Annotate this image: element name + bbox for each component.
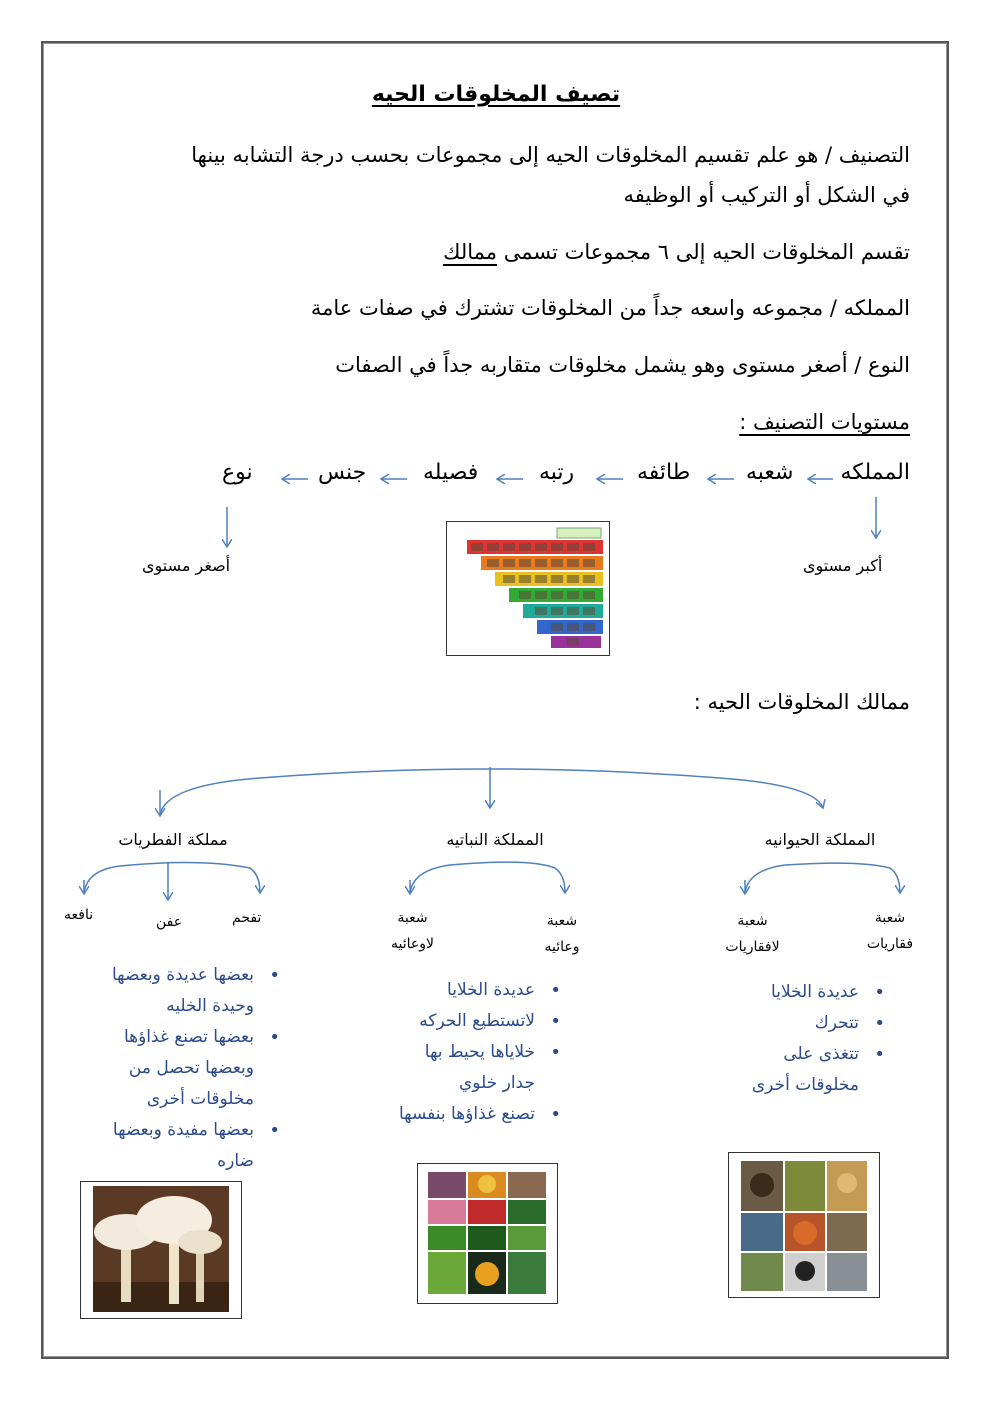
animals-collage-graphic xyxy=(729,1153,879,1297)
definition-line-2: في الشكل أو التركيب أو الوظيفه xyxy=(623,183,910,207)
mold-type: عفن xyxy=(156,914,183,930)
list-item: • بعضها تصنع غذاؤها وبعضها تحصل من مخلوقات أخرى xyxy=(85,1022,280,1115)
level-order: رتبه xyxy=(539,460,575,485)
list-item: • عديدة الخلايا xyxy=(378,975,561,1006)
animals-collage-image xyxy=(728,1152,880,1298)
list-item: • تتحرك xyxy=(735,1008,885,1039)
kingdom-definition: المملكه / مجموعه واسعه جداً من المخلوقات تشترك في صفات عامة xyxy=(310,296,910,320)
beneficial-type: نافعه xyxy=(64,907,94,923)
smallest-level-label: أصغر مستوى xyxy=(142,556,231,575)
taxonomy-pyramid-image xyxy=(446,521,610,656)
level-family: فصيله xyxy=(423,460,479,485)
vertebrates-phylum: شعبة فقاريات xyxy=(866,910,914,952)
fungi-bracket xyxy=(84,862,260,893)
plants-collage-image xyxy=(417,1163,558,1304)
plant-bracket xyxy=(410,862,565,893)
level-phylum: شعبه xyxy=(746,460,794,485)
animal-bracket xyxy=(745,863,900,893)
species-definition: النوع / أصغر مستوى وهو يشمل مخلوقات متقاربه جداً في الصفات xyxy=(335,353,910,377)
list-item: • بعضها مفيدة وبعضها ضاره xyxy=(85,1115,280,1177)
kingdoms-bracket xyxy=(160,769,823,815)
plant-kingdom-title: المملكة النباتيه xyxy=(446,830,544,849)
fungi-kingdom-title: مملكة الفطريات xyxy=(118,830,228,849)
animal-features xyxy=(735,977,885,1101)
level-class: طائفه xyxy=(637,460,691,485)
list-item: • لاتستطيع الحركه xyxy=(378,1006,561,1037)
definition-line-1: التصنيف / هو علم تقسيم المخلوقات الحيه إلى مجموعات بحسب درجة التشابه بينها xyxy=(191,143,910,167)
plant-features xyxy=(378,975,561,1130)
vascular-phylum: شعبة وعائيه xyxy=(544,913,580,955)
list-item: • خلاياها يحيط بها جدار خلوي xyxy=(413,1037,561,1099)
list-item: • عديدة الخلايا xyxy=(735,977,885,1008)
kingdoms-term: ممالك xyxy=(443,240,498,264)
level-genus: جنس xyxy=(318,460,367,485)
levels-heading: مستويات التصنيف : xyxy=(739,410,910,434)
level-species: نوع xyxy=(222,460,253,485)
fungi-features xyxy=(85,960,280,1177)
page-title: تصيف المخلوقات الحيه xyxy=(371,82,621,107)
level-kingdom: المملكه xyxy=(840,460,910,485)
mushrooms-graphic xyxy=(81,1182,241,1318)
plants-collage-graphic xyxy=(418,1164,557,1303)
smut-type: تفحم xyxy=(232,910,262,926)
nonvascular-phylum: شعبة لاوعائيه xyxy=(391,910,434,952)
pyramid-graphic xyxy=(447,522,609,655)
mushrooms-image xyxy=(80,1181,242,1319)
invertebrates-phylum: شعبة لافقاريات xyxy=(725,913,780,955)
division-statement: تقسم المخلوقات الحيه إلى ٦ مجموعات تسمى ممالك xyxy=(443,240,910,264)
list-item: • تصنع غذاؤها بنفسها xyxy=(378,1099,561,1130)
largest-level-label: أكبر مستوى xyxy=(803,556,883,575)
kingdoms-heading: ممالك المخلوقات الحيه : xyxy=(693,690,910,714)
list-item: • تتغذى على مخلوقات أخرى xyxy=(735,1039,885,1101)
animal-kingdom-title: المملكة الحيوانيه xyxy=(764,830,876,849)
list-item: • بعضها عديدة وبعضها وحيدة الخليه xyxy=(85,960,280,1022)
